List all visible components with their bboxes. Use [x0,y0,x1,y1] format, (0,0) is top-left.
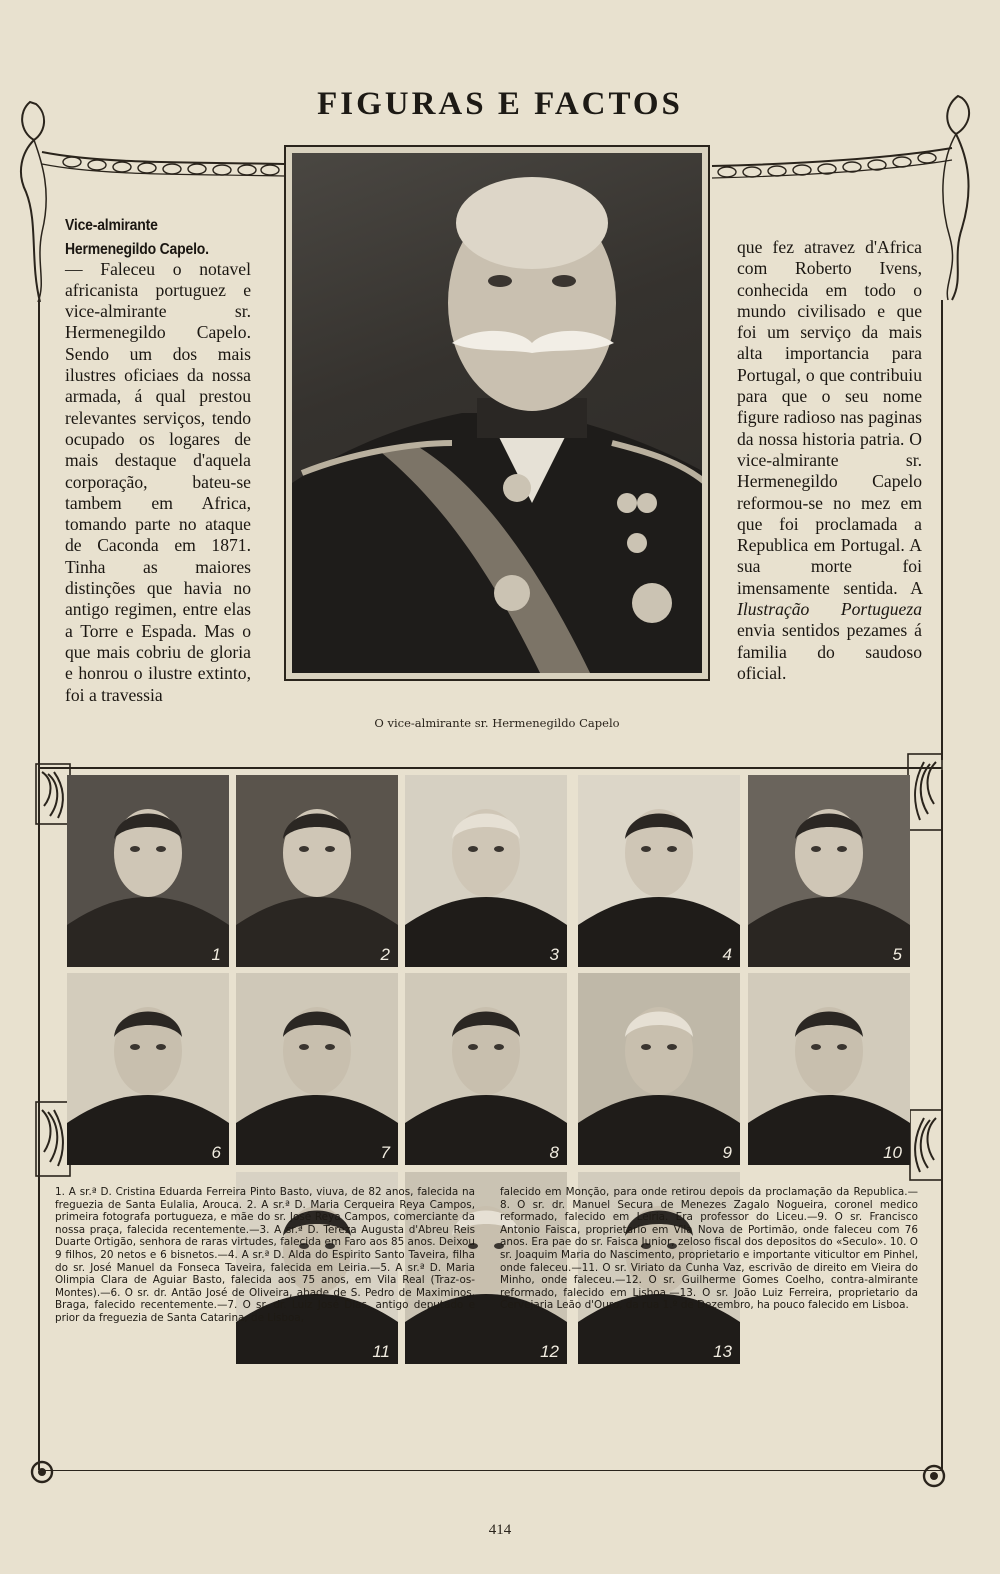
portrait-4-figure [578,775,740,967]
portrait-number: 4 [722,945,732,964]
portrait-number: 8 [549,1143,559,1162]
article-left-column [65,216,251,706]
portrait-1-figure [67,775,229,967]
obituary-left-column: 1. A sr.ª D. Cristina Eduarda Ferreira Pinto Basto, viuva, de 82 anos, falecida na freguezia de Santa Eulalia, Arouca. 2. A sr.ª D. Maria Cerqueira Reya Campos, primeira fotografa portugueza, e mãe do sr. José Reya Campos, comerciante da nossa praça, falecida recentemente.—3. A sr.ª D. Tereza Augusta d'Abreu Reis Duarte Ortigão, senhora de raras virtudes, falecida em Faro aos 85 anos. Deixou 9 filhos, 20 netos e 6 bisnetos.—4. A sr.ª D. Alda do Espirito Santo Taveira, filha do sr. José Manuel da Fonseca Taveira, falecida em Leiria.—5. A sr.ª D. Maria Olimpia Clara de Aguiar Basto, falecida aos 75 anos, em Vila Real (Traz-os-Montes).—6. O sr. dr. Antão José de Oliveira, abade de S. Pedro de Maximinos, Braga, falecido recentemente.—7. O sr. dr. Luiz José Dias, antigo deputado e prior da freguezia de Santa Catarina, de Lisboa, [55,1186,475,1324]
portrait-6 [67,973,229,1165]
frame-right-line [941,300,943,760]
portrait-number: 5 [892,945,902,964]
obituary-right-column: falecido em Monção, para onde retirou depois da proclamação da Republica.—8. O sr. dr. Manuel Secura de Menezes Zagalo Nogueira, coronel medico reformado, falecido em Leiria. Era professor do Liceu.—9. O sr. Francisco Antonio Faisca, proprietario em Vila Nova de Portimão, onde faleceu com 76 anos. Era pae do sr. Faisca Junior, zeloso fiscal dos depositos do «Seculo». 10. O sr. Joaquim Maria do Nascimento, proprietario e importante viticultor em Pinhel, onde faleceu.—11. O sr. Viriato da Cunha Vaz, escrivão de direito em Vieira do Minho, onde faleceu.—12. O sr. Guilherme Gomes Coelho, contra-almirante reformado, falecido em Lisboa.—13. O sr. João Luiz Ferreira, proprietario da Cervejaria Leão d'Ouro, da rua 1.º de Dezembro, ha pouco falecido em Lisboa. [500,1186,918,1312]
portrait-number: 6 [211,1143,221,1162]
portrait-6-figure [67,973,229,1165]
portrait-5 [748,775,910,967]
flourish-right-lower [908,1108,946,1184]
portrait-9-figure [578,973,740,1165]
corner-rosette-left [28,1458,56,1486]
portrait-number: 7 [380,1143,390,1162]
portrait-number: 10 [883,1143,902,1162]
portrait-10-figure [748,973,910,1165]
main-portrait-photo [284,145,710,681]
portrait-8 [405,973,567,1165]
portrait-5-figure [748,775,910,967]
portrait-7-figure [236,973,398,1165]
corner-rosette-right [920,1462,948,1490]
frame-left-line [38,300,40,770]
portrait-9 [578,973,740,1165]
portrait-number: 13 [713,1342,732,1361]
publication-name: Ilustração Portugueza [737,599,922,620]
portrait-4 [578,775,740,967]
admiral-portrait-illustration [292,153,702,673]
portrait-10 [748,973,910,1165]
main-photo-caption: O vice-almirante sr. Hermenegildo Capelo [374,716,620,730]
portrait-7 [236,973,398,1165]
portrait-number: 1 [211,945,221,964]
portrait-1 [67,775,229,967]
portrait-3-figure [405,775,567,967]
frame-bottom-line [40,1470,942,1471]
article-left-body: — Faleceu o notavel africanista portuguez e vice-almirante sr. Hermenegildo Capelo. Sendo um dos mais ilustres oficiaes da nossa armada, á qual prestou relevantes serviços, tendo ocupado os logares de mais destaque d'aquela corporação, bateu-se tambem em Africa, tomando parte no ataque de Caconda em 1871. Tinha as maiores distinções que havia no antigo regimen, entre elas a Torre e Espada. Mas o que mais cobriu de gloria e honrou o ilustre extinto, foi a travessia [65,258,251,705]
portrait-number: 3 [549,945,559,964]
portrait-number: 9 [722,1143,732,1162]
article-right-column [737,237,922,684]
page-number: 414 [488,1522,512,1538]
article-right-body-1: que fez atravez d'Africa com Roberto Ivens, conhecida em todo o mundo civilisado e que foi um serviço da mais alta importancia para Portugal, o que contribuiu para que o seu nome figure radioso nas paginas da nossa historia patria. O vice-almirante sr. Hermenegildo Capelo reformou-se no mez em que foi proclamada a Republica em Portugal. A sua morte foi imensamente sentida. A [737,237,922,598]
article-lead: Vice-almirante Hermenegildo Capelo. [65,215,209,258]
article-right-body-2: envia sentidos pezames á familia do saudoso oficial. [737,620,922,683]
portrait-number: 11 [372,1342,390,1361]
page-title: FIGURAS E FACTOS [317,86,683,122]
section-divider [40,767,942,769]
portrait-number: 2 [380,945,390,964]
portrait-number: 12 [540,1342,559,1361]
flourish-right-upper [906,752,946,834]
portrait-3 [405,775,567,967]
portrait-2-figure [236,775,398,967]
portrait-8-figure [405,973,567,1165]
portrait-2 [236,775,398,967]
